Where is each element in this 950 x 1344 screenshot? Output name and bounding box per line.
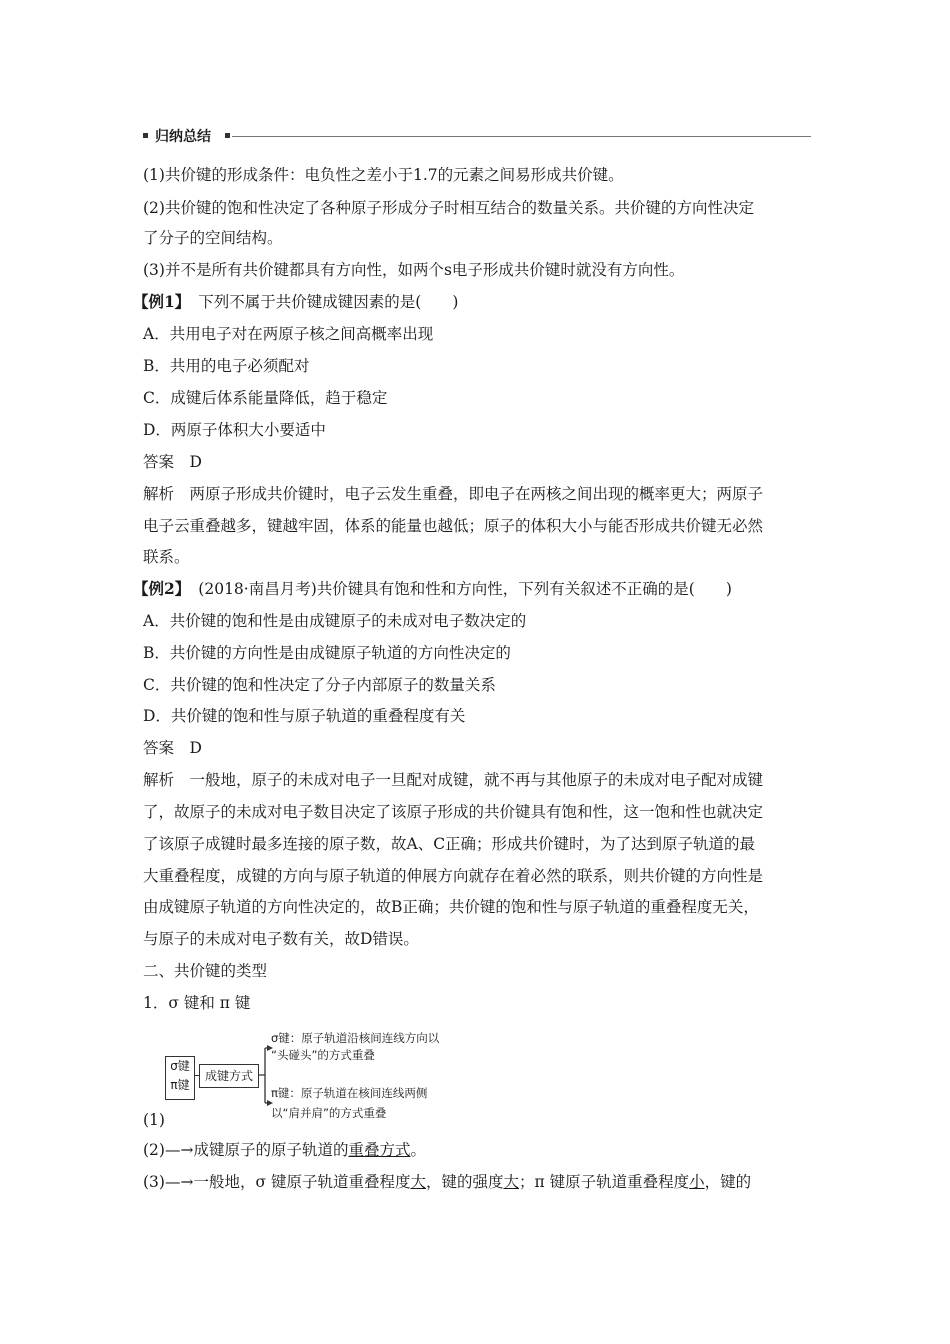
header-rule xyxy=(232,136,811,137)
example1-question-text: 下列不属于共价键成键因素的是( ) xyxy=(198,293,459,311)
example1-option-b: B．共用的电子必须配对 xyxy=(143,357,310,375)
item-3-answer-1: 大 xyxy=(410,1173,426,1191)
summary-title: 归纳总结 xyxy=(155,129,211,145)
item-3-text-d: ，键的 xyxy=(704,1173,752,1191)
box-pi-label: π键 xyxy=(170,1078,190,1092)
example1-analysis-1: 解析 两原子形成共价键时，电子云发生重叠，即电子在两核之间出现的概率更大；两原子 xyxy=(143,485,764,503)
sigma-desc-1: σ键：原子轨道沿核间连线方向以 xyxy=(271,1031,440,1045)
example2-option-a: A．共价键的饱和性是由成键原子的未成对电子数决定的 xyxy=(143,612,527,630)
section2-heading: 二、共价键的类型 xyxy=(143,962,268,980)
sigma-desc-2: “头碰头”的方式重叠 xyxy=(271,1048,375,1062)
example1-analysis-3: 联系。 xyxy=(143,548,190,566)
example2-option-b: B．共价键的方向性是由成键原子轨道的方向性决定的 xyxy=(143,644,511,662)
summary-header xyxy=(143,128,811,146)
example2-option-c: C．共价键的饱和性决定了分子内部原子的数量关系 xyxy=(143,676,496,694)
example2-analysis-4: 大重叠程度，成键的方向与原子轨道的伸展方向就存在着必然的联系，则共价键的方向性是 xyxy=(143,867,764,885)
example2-analysis-1: 解析 一般地，原子的未成对电子一旦配对成键，就不再与其他原子的未成对电子配对成键 xyxy=(143,771,764,789)
example1-question xyxy=(133,292,458,312)
example1-option-c: C．成键后体系能量降低，趋于稳定 xyxy=(143,389,388,407)
section2-sub1: 1．σ 键和 π 键 xyxy=(143,994,251,1012)
item-3-text-b: ，键的强度 xyxy=(425,1173,504,1191)
example2-analysis-3: 了该原子成键时最多连接的原子数，故A、C正确；形成共价键时，为了达到原子轨道的最 xyxy=(143,835,756,853)
method-box: 成键方式 xyxy=(199,1064,259,1088)
example2-answer: 答案 D xyxy=(143,739,202,757)
example2-analysis-2: 了，故原子的未成对电子数目决定了该原子形成的共价键具有饱和性，这一饱和性也就决定 xyxy=(143,803,764,821)
item-2-answer: 重叠方式 xyxy=(348,1141,411,1159)
item-1: (1) xyxy=(143,1111,165,1129)
bullet-square-icon xyxy=(225,133,230,138)
item-3-answer-3: 小 xyxy=(689,1173,705,1191)
pi-desc-2: 以“肩并肩”的方式重叠 xyxy=(271,1106,387,1120)
example1-answer: 答案 D xyxy=(143,453,202,471)
example2-analysis-5: 由成键原子轨道的方向性决定的，故B正确；共价键的饱和性与原子轨道的重叠程度无关， xyxy=(143,898,759,916)
example2-option-d: D．共价键的饱和性与原子轨道的重叠程度有关 xyxy=(143,707,466,725)
example2-question-text: (2018·南昌月考)共价键具有饱和性和方向性，下列有关叙述不正确的是( ) xyxy=(198,580,732,598)
bullet-square-icon xyxy=(143,133,148,138)
example1-option-a: A．共用电子对在两原子核之间高概率出现 xyxy=(143,325,434,343)
example2-analysis-6: 与原子的未成对电子数有关，故D错误。 xyxy=(143,930,419,948)
summary-point-3: (3)并不是所有共价键都具有方向性，如两个s电子形成共价键时就没有方向性。 xyxy=(143,261,685,279)
item-2-end: 。 xyxy=(410,1141,426,1159)
item-3-text-a: (3)—→一般地，σ 键原子轨道重叠程度 xyxy=(143,1173,411,1191)
item-3-text-c: ；π 键原子轨道重叠程度 xyxy=(519,1173,690,1191)
item-2 xyxy=(143,1140,426,1160)
example2-question xyxy=(133,579,732,599)
box-sigma-label: σ键 xyxy=(170,1059,190,1073)
pi-desc-1: π键：原子轨道在核间连线两侧 xyxy=(271,1086,428,1100)
bond-diagram xyxy=(165,1026,485,1126)
example1-label: 【例1】 xyxy=(133,292,191,311)
example1-analysis-2: 电子云重叠越多，键越牢固，体系的能量也越低；原子的体积大小与能否形成共价键无必然 xyxy=(143,517,764,535)
item-2-text: (2)—→成键原子的原子轨道的 xyxy=(143,1141,349,1159)
item-3 xyxy=(143,1172,751,1192)
example1-option-d: D．两原子体积大小要适中 xyxy=(143,421,326,439)
item-3-answer-2: 大 xyxy=(503,1173,519,1191)
example2-label: 【例2】 xyxy=(133,579,191,598)
summary-point-2-cont: 了分子的空间结构。 xyxy=(143,229,283,247)
summary-point-1: (1)共价键的形成条件：电负性之差小于1.7的元素之间易形成共价键。 xyxy=(143,166,624,184)
summary-point-2: (2)共价键的饱和性决定了各种原子形成分子时相互结合的数量关系。共价键的方向性决定 xyxy=(143,199,754,217)
